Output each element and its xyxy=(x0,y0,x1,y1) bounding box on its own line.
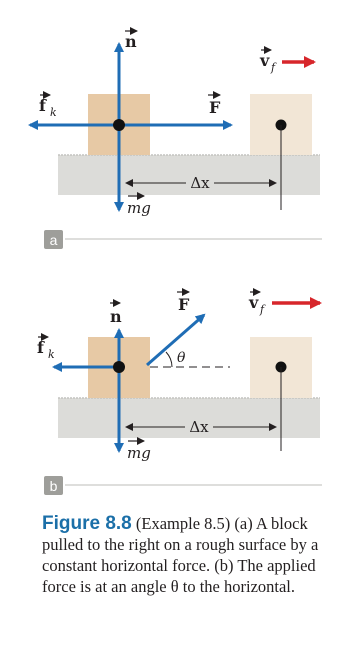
applied-force-label-b: F xyxy=(178,295,190,314)
panel-a xyxy=(30,31,322,249)
normal-force-label-b: n xyxy=(110,307,122,326)
velocity-subscript-b: f xyxy=(260,303,265,316)
friction-label-b: f xyxy=(37,338,44,357)
friction-subscript-b: k xyxy=(48,348,55,361)
friction-subscript-a: k xyxy=(50,106,57,119)
velocity-label-a: v xyxy=(260,51,270,70)
normal-force-label-a: n xyxy=(125,32,137,51)
displacement-label-b: Δx xyxy=(189,418,209,436)
panel-a-tag: a xyxy=(49,232,58,248)
velocity-label-b: v xyxy=(249,293,259,312)
panel-b xyxy=(37,292,322,495)
block-center-dot-a xyxy=(113,119,125,131)
applied-force-arrow-b xyxy=(147,315,204,365)
displacement-label-a: Δx xyxy=(190,174,210,192)
figure-caption xyxy=(42,513,334,597)
angle-label-b: θ xyxy=(177,350,186,366)
weight-label-a: mg xyxy=(127,199,151,217)
angle-arc-b xyxy=(166,352,172,367)
block-center-dot-b xyxy=(113,361,125,373)
figure-number: Figure 8.8 xyxy=(42,513,132,534)
panel-b-tag: b xyxy=(49,478,58,494)
velocity-subscript-a: f xyxy=(271,61,276,74)
applied-force-label-a: F xyxy=(209,98,221,117)
caption-text: (Example 8.5) (a) A block pulled to the right on a rough surface by a constant horizontal force. (b) The applied force is at an angle θ to the horizontal. xyxy=(42,514,319,596)
friction-label-a: f xyxy=(39,96,46,115)
weight-label-b: mg xyxy=(127,444,151,462)
